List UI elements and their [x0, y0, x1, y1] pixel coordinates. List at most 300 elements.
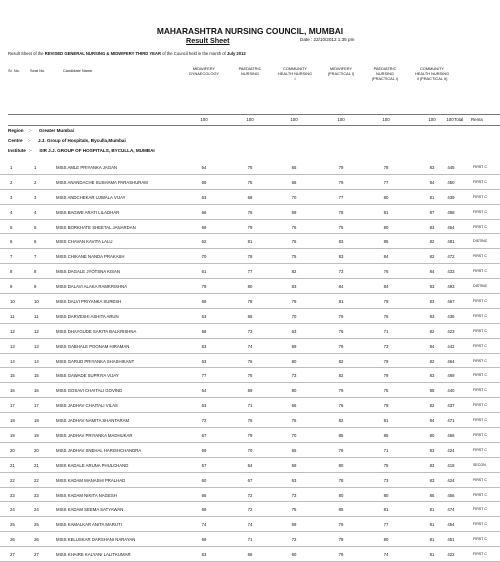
cell-mark: 82: [338, 373, 344, 379]
cell-seatno: 24: [34, 507, 39, 513]
cell-candidate-name: MISS GOSAVI CHAITALI GOVIND: [56, 388, 123, 394]
cell-mark: 74: [247, 522, 253, 528]
header-rule-top: [8, 114, 500, 115]
cell-mark: 85: [338, 507, 344, 513]
cell-total: 493: [447, 284, 455, 290]
cell-mark: 73: [383, 343, 389, 349]
cell-remark: FIRST C: [473, 403, 487, 408]
cell-srno: 7: [10, 254, 13, 260]
table-row: [0, 354, 500, 369]
cell-mark: 57: [201, 462, 207, 468]
cell-mark: 87: [429, 209, 435, 215]
cell-mark: 73: [247, 328, 253, 334]
cell-remark: DISTINC: [473, 284, 488, 289]
header-line: (PRACTICAL I): [327, 71, 355, 76]
cell-mark: 75: [247, 179, 253, 185]
table-row: [0, 547, 500, 562]
cell-seatno: 25: [34, 522, 39, 528]
cell-mark: 84: [429, 269, 435, 275]
cell-candidate-name: MISS JADHAV SNEHAL HARISHCHANDRA: [56, 447, 142, 453]
cell-mark: 72: [247, 492, 253, 498]
cell-mark: 78: [247, 254, 253, 260]
cell-mark: 74: [247, 343, 253, 349]
cell-total: 472: [447, 254, 455, 260]
cell-mark: 69: [291, 522, 297, 528]
cell-mark: 83: [338, 254, 344, 260]
cell-mark: 76: [247, 358, 253, 364]
max-marks: 100: [337, 117, 345, 122]
cell-seatno: 26: [34, 537, 39, 543]
cell-srno: 24: [10, 507, 15, 513]
cell-mark: 76: [338, 403, 344, 409]
cell-seatno: 23: [34, 492, 39, 498]
cell-remark: FIRST C: [473, 299, 487, 304]
cell-mark: 81: [383, 209, 389, 215]
cell-mark: 82: [429, 403, 435, 409]
cell-remark: DISTINC: [473, 239, 488, 244]
cell-seatno: 13: [34, 343, 39, 349]
result-mid: of the Council held in the month of: [162, 51, 226, 56]
cell-total: 450: [447, 179, 455, 185]
cell-mark: 75: [247, 373, 253, 379]
cell-candidate-name: MISS AMLE PRIYANKA JAGAN: [56, 165, 118, 170]
institute-label: Institute: [8, 148, 26, 153]
cell-mark: 83: [429, 447, 435, 453]
table-row: [0, 175, 500, 190]
region-label: Region: [8, 128, 24, 133]
cell-mark: 80: [291, 388, 297, 394]
header-line: (PRACTICAL I): [371, 76, 399, 81]
exam-name: REVISED GENERAL NURSING & MIDWIFERY THIRD YEAR: [44, 51, 161, 56]
cell-seatno: 17: [34, 403, 39, 409]
cell-mark: 80: [338, 492, 344, 498]
cell-candidate-name: MISS CHIKANE NANDA PRAKASH: [56, 254, 125, 260]
centre-line: [8, 138, 126, 143]
cell-mark: 80: [383, 224, 389, 230]
cell-remark: SECON: [473, 462, 486, 467]
cell-mark: 75: [291, 507, 297, 513]
cell-seatno: 4: [34, 209, 37, 215]
cell-srno: 2: [10, 179, 13, 185]
cell-mark: 67: [201, 433, 207, 439]
cell-mark: 70: [291, 194, 297, 200]
cell-mark: 79: [338, 522, 344, 528]
region-value: Greater Mumbai: [38, 128, 74, 133]
page-title: MAHARASHTRA NURSING COUNCIL, MUMBAI: [156, 26, 344, 36]
cell-remark: FIRST C: [473, 224, 487, 229]
cell-remark: FIRST C: [473, 537, 487, 542]
results-table: [0, 160, 500, 562]
cell-mark: 76: [383, 313, 389, 319]
cell-mark: 71: [383, 328, 389, 334]
cell-srno: 27: [10, 552, 15, 558]
cell-remark: FIRST C: [473, 328, 487, 333]
cell-srno: 22: [10, 477, 15, 483]
cell-total: 422: [447, 552, 455, 558]
cell-seatno: 15: [34, 373, 39, 379]
cell-total: 437: [447, 403, 455, 409]
cell-mark: 80: [247, 284, 253, 290]
table-row: [0, 488, 500, 503]
cell-mark: 77: [247, 269, 253, 275]
separator: :-: [28, 128, 32, 133]
cell-total: 467: [447, 299, 455, 305]
cell-mark: 69: [291, 209, 297, 215]
cell-mark: 73: [291, 373, 297, 379]
cell-mark: 85: [383, 239, 389, 245]
cell-mark: 81: [429, 194, 435, 200]
cell-seatno: 5: [34, 224, 37, 230]
cell-srno: 12: [10, 328, 15, 334]
cell-mark: 65: [291, 165, 297, 170]
cell-mark: 75: [291, 418, 297, 424]
header-total: Total: [454, 117, 464, 122]
cell-seatno: 14: [34, 358, 39, 364]
cell-srno: 4: [10, 209, 13, 215]
cell-mark: 70: [291, 313, 297, 319]
header-srno: Sr. No.: [8, 68, 20, 73]
cell-mark: 76: [247, 209, 253, 215]
header-remarks: Rema: [471, 117, 483, 122]
header-community-health-practical: [404, 66, 460, 81]
cell-remark: FIRST C: [473, 179, 487, 184]
cell-mark: 69: [291, 343, 297, 349]
table-row: [0, 220, 500, 235]
cell-mark: 71: [247, 537, 253, 543]
cell-mark: 82: [429, 254, 435, 260]
cell-mark: 65: [291, 447, 297, 453]
cell-mark: 68: [247, 194, 253, 200]
header-midwifery-gynaecology: [182, 66, 226, 76]
cell-mark: 63: [291, 328, 297, 334]
cell-remark: FIRST C: [473, 313, 487, 318]
header-paediatric-nursing: [228, 66, 272, 76]
cell-mark: 77: [338, 194, 344, 200]
exam-month: July 2012: [226, 51, 246, 56]
cell-mark: 66: [291, 403, 297, 409]
cell-mark: 70: [247, 447, 253, 453]
table-row: [0, 160, 500, 175]
cell-mark: 79: [247, 433, 253, 439]
cell-mark: 79: [383, 358, 389, 364]
cell-mark: 85: [383, 433, 389, 439]
cell-total: 469: [447, 373, 455, 379]
cell-candidate-name: MISS KADALE ARUNA PHULCHAND: [56, 462, 129, 468]
cell-mark: 81: [429, 537, 435, 543]
header-line: NURSING: [376, 71, 394, 76]
cell-total: 423: [447, 328, 455, 334]
cell-mark: 83: [429, 284, 435, 290]
cell-mark: 60: [291, 552, 297, 558]
cell-total: 454: [447, 522, 455, 528]
cell-mark: 78: [247, 299, 253, 305]
header-line: MIDWIFERY: [192, 66, 216, 71]
region-line: [8, 128, 74, 133]
header-line: II (PRACTICAL II): [416, 76, 448, 81]
cell-seatno: 12: [34, 328, 39, 334]
cell-seatno: 22: [34, 477, 39, 483]
header-paediatric-practical: [362, 66, 408, 81]
max-marks: 100: [382, 117, 390, 122]
cell-total: 445: [447, 165, 455, 170]
header-seatno: Seat No.: [30, 68, 46, 73]
cell-mark: 82: [338, 358, 344, 364]
cell-seatno: 9: [34, 284, 37, 290]
cell-seatno: 10: [34, 299, 39, 305]
cell-total: 424: [447, 447, 455, 453]
max-total-marks: 100: [446, 117, 454, 122]
cell-mark: 75: [247, 165, 253, 170]
cell-srno: 13: [10, 343, 15, 349]
cell-remark: FIRST C: [473, 254, 487, 259]
cell-mark: 70: [291, 433, 297, 439]
cell-mark: 82: [338, 418, 344, 424]
cell-mark: 64: [201, 165, 207, 170]
table-row: [0, 190, 500, 205]
cell-mark: 59: [291, 462, 297, 468]
table-row: [0, 249, 500, 264]
cell-mark: 66: [201, 492, 207, 498]
cell-candidate-name: MISS DHAYGUDE SARITA BALKRISHNA: [56, 328, 137, 334]
cell-total: 451: [447, 537, 455, 543]
cell-mark: 73: [291, 492, 297, 498]
separator: :-: [29, 148, 32, 153]
max-marks: 100: [200, 117, 208, 122]
header-line: COMMUNITY: [420, 66, 444, 71]
table-row: [0, 532, 500, 547]
cell-srno: 19: [10, 433, 15, 439]
cell-mark: 85: [429, 388, 435, 394]
cell-seatno: 2: [34, 179, 37, 185]
cell-mark: 82: [291, 269, 297, 275]
header-line: HEALTH NURSING: [277, 71, 313, 76]
cell-seatno: 7: [34, 254, 37, 260]
table-row: [0, 383, 500, 398]
cell-mark: 78: [338, 209, 344, 215]
table-row: [0, 264, 500, 279]
cell-mark: 63: [201, 403, 207, 409]
cell-candidate-name: MISS ANANDACHE SUSHAMA PARASHURAM: [56, 179, 148, 185]
cell-seatno: 21: [34, 462, 39, 468]
cell-mark: 65: [247, 313, 253, 319]
cell-remark: FIRST C: [473, 552, 487, 557]
cell-srno: 25: [10, 522, 15, 528]
cell-mark: 84: [429, 418, 435, 424]
cell-mark: 63: [201, 313, 207, 319]
cell-mark: 73: [383, 477, 389, 483]
cell-total: 481: [447, 239, 455, 245]
cell-mark: 76: [291, 224, 297, 230]
cell-mark: 83: [338, 239, 344, 245]
cell-mark: 84: [429, 179, 435, 185]
cell-seatno: 27: [34, 552, 39, 558]
cell-candidate-name: MISS DALAVI ALAKA RAMKRISHNA: [56, 284, 128, 290]
cell-mark: 81: [247, 239, 253, 245]
cell-mark: 85: [338, 433, 344, 439]
cell-mark: 81: [338, 299, 344, 305]
header-line: NURSING: [241, 71, 259, 76]
cell-candidate-name: MISS ANDCHEKAR UJWALA VIJAY: [56, 194, 126, 200]
header-line: GYNAECOLOGY: [188, 71, 220, 76]
cell-mark: 58: [201, 328, 207, 334]
cell-srno: 9: [10, 284, 13, 290]
cell-srno: 11: [10, 313, 15, 319]
cell-remark: FIRST C: [473, 194, 487, 199]
cell-mark: 79: [383, 403, 389, 409]
max-marks: 100: [428, 117, 436, 122]
cell-mark: 78: [338, 477, 344, 483]
cell-srno: 16: [10, 388, 15, 394]
result-sheet-heading: Result Sheet: [186, 36, 230, 45]
cell-candidate-name: MISS DARVESHI ASHITA ARUN: [56, 313, 119, 319]
cell-srno: 1: [10, 165, 13, 170]
max-marks: 100: [246, 117, 254, 122]
cell-mark: 84: [383, 284, 389, 290]
cell-mark: 64: [247, 462, 253, 468]
cell-mark: 83: [429, 224, 435, 230]
cell-mark: 77: [201, 373, 207, 379]
cell-srno: 18: [10, 418, 15, 424]
table-row: [0, 234, 500, 249]
header-midwifery-practical: [318, 66, 364, 76]
cell-mark: 61: [201, 269, 207, 275]
cell-mark: 66: [291, 179, 297, 185]
cell-candidate-name: MISS DAGALE JYOTSNA KISAN: [56, 269, 120, 275]
cell-mark: 71: [247, 403, 253, 409]
cell-candidate-name: MISS KADAM SEEMA SATYAWAN: [56, 507, 124, 513]
cell-mark: 83: [429, 373, 435, 379]
cell-mark: 75: [338, 224, 344, 230]
table-row: [0, 398, 500, 413]
cell-total: 471: [447, 418, 455, 424]
cell-candidate-name: MISS BAGWE ARATI LILADHAR: [56, 209, 120, 215]
cell-mark: 69: [247, 388, 253, 394]
cell-total: 439: [447, 194, 455, 200]
header-candidate-name: Candidate Name: [63, 68, 93, 73]
cell-mark: 79: [247, 224, 253, 230]
cell-mark: 63: [201, 358, 207, 364]
table-row: [0, 339, 500, 354]
cell-seatno: 19: [34, 433, 39, 439]
cell-srno: 21: [10, 462, 15, 468]
cell-mark: 72: [291, 537, 297, 543]
cell-mark: 74: [383, 552, 389, 558]
cell-remark: FIRST C: [473, 269, 487, 274]
cell-mark: 71: [383, 447, 389, 453]
centre-value: J.J. Group of Hospitals, Byculla,Mumbai: [37, 138, 126, 143]
cell-mark: 83: [429, 313, 435, 319]
cell-srno: 8: [10, 269, 13, 275]
cell-total: 458: [447, 209, 455, 215]
cell-total: 474: [447, 507, 455, 513]
cell-remark: FIRST C: [473, 343, 487, 348]
cell-srno: 6: [10, 239, 13, 245]
cell-total: 442: [447, 343, 455, 349]
header-line: HEALTH NURSING: [414, 71, 450, 76]
cell-candidate-name: MISS KELUSKAR DARSHANI NARAYAN: [56, 537, 136, 543]
cell-candidate-name: MISS CHAVAN KAVITA LALU: [56, 239, 113, 245]
cell-mark: 63: [201, 343, 207, 349]
cell-candidate-name: MISS GABHALE POONAM HIRAMAN: [56, 343, 130, 349]
cell-mark: 79: [338, 165, 344, 170]
cell-seatno: 16: [34, 388, 39, 394]
cell-mark: 69: [201, 507, 207, 513]
cell-mark: 74: [201, 522, 207, 528]
cell-mark: 81: [383, 507, 389, 513]
table-row: [0, 502, 500, 517]
cell-remark: FIRST C: [473, 433, 487, 438]
cell-srno: 26: [10, 537, 15, 543]
cell-mark: 79: [338, 343, 344, 349]
cell-srno: 14: [10, 358, 15, 364]
cell-mark: 82: [429, 239, 435, 245]
header-line: PAEDIATRIC: [373, 66, 397, 71]
cell-mark: 79: [201, 284, 207, 290]
cell-mark: 66: [247, 552, 253, 558]
cell-remark: FIRST C: [473, 447, 487, 452]
cell-srno: 17: [10, 403, 15, 409]
separator: :-: [27, 138, 31, 143]
cell-seatno: 1: [34, 165, 37, 170]
cell-mark: 79: [383, 373, 389, 379]
cell-srno: 20: [10, 447, 15, 453]
table-row: [0, 517, 500, 532]
cell-remark: FIRST C: [473, 507, 487, 512]
table-row: [0, 443, 500, 458]
cell-mark: 82: [429, 328, 435, 334]
institute-value: SIR J.J. GROUP OF HOSPITALS, BYCULLA, MUMBAI: [39, 148, 155, 153]
table-row: [0, 473, 500, 488]
cell-candidate-name: MISS GARUD PRIYANKA SHASHIKANT: [56, 358, 135, 364]
cell-mark: 83: [429, 477, 435, 483]
cell-total: 466: [447, 433, 455, 439]
cell-remark: FIRST C: [473, 165, 487, 169]
cell-mark: 77: [383, 179, 389, 185]
cell-mark: 81: [429, 552, 435, 558]
cell-mark: 73: [338, 269, 344, 275]
cell-mark: 80: [338, 462, 344, 468]
cell-total: 464: [447, 358, 455, 364]
cell-mark: 64: [201, 388, 207, 394]
max-marks: 100: [290, 117, 298, 122]
cell-total: 440: [447, 388, 455, 394]
cell-mark: 83: [429, 165, 435, 170]
cell-mark: 80: [383, 537, 389, 543]
cell-mark: 69: [201, 179, 207, 185]
cell-mark: 60: [201, 477, 207, 483]
cell-total: 436: [447, 313, 455, 319]
cell-candidate-name: MISS KHAIRE KALYANI LALITKUMAR: [56, 552, 131, 558]
cell-mark: 63: [201, 552, 207, 558]
table-row: [0, 368, 500, 383]
cell-mark: 83: [291, 284, 297, 290]
cell-remark: FIRST C: [473, 358, 487, 363]
table-row: [0, 324, 500, 339]
cell-total: 464: [447, 224, 455, 230]
cell-srno: 5: [10, 224, 13, 230]
cell-mark: 81: [429, 507, 435, 513]
table-row: [0, 428, 500, 443]
cell-remark: FIRST C: [473, 522, 487, 527]
centre-label: Centre: [8, 138, 23, 143]
cell-mark: 63: [201, 194, 207, 200]
cell-mark: 80: [291, 358, 297, 364]
cell-srno: 15: [10, 373, 15, 379]
cell-mark: 85: [429, 492, 435, 498]
cell-mark: 76: [247, 418, 253, 424]
cell-mark: 79: [338, 388, 344, 394]
cell-mark: 84: [429, 343, 435, 349]
